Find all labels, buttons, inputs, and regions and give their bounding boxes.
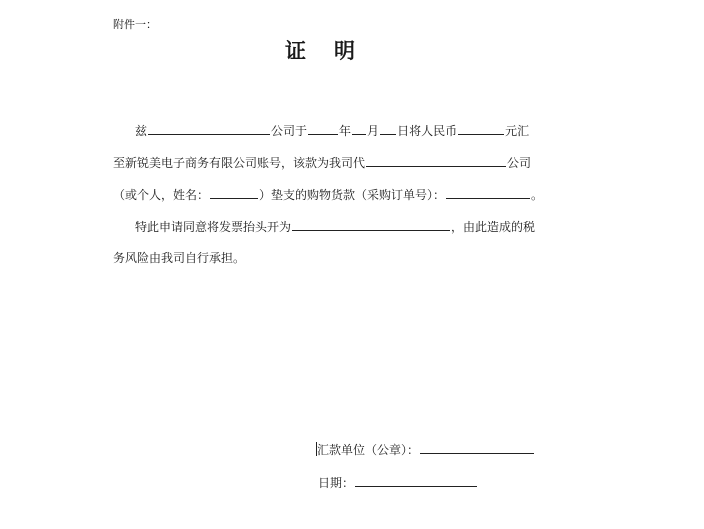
body-line-1	[113, 122, 529, 139]
purchase-order-blank[interactable]	[446, 186, 530, 199]
account-statement: 至新锐美电子商务有限公司账号，该款为我司代	[113, 156, 366, 170]
body-line-3	[113, 186, 543, 203]
remitter-seal-label: 汇款单位（公章）：	[317, 443, 420, 457]
company-name-blank[interactable]	[148, 122, 270, 135]
body-line-5	[113, 250, 245, 266]
date-label: 日期：	[318, 476, 355, 490]
individual-name-blank[interactable]	[210, 186, 258, 199]
tax-risk-statement: 务风险由我司自行承担。	[113, 251, 246, 265]
document-title	[285, 38, 355, 64]
currency-label: 元汇	[505, 124, 530, 138]
date-blank[interactable]	[355, 474, 477, 487]
annex-label: 附件一：	[113, 18, 157, 31]
intro-word: 兹	[135, 124, 148, 138]
company-suffix: 公司于	[271, 124, 308, 138]
payer-company-blank[interactable]	[366, 154, 506, 167]
date-row	[318, 474, 478, 491]
invoice-title-label: 特此申请同意将发票抬头开为	[135, 220, 292, 234]
invoice-title-blank[interactable]	[292, 218, 450, 231]
payer-company-suffix: 公司	[507, 156, 532, 170]
tax-risk-lead: ，由此造成的税	[451, 220, 536, 234]
title-char-2: 明	[334, 38, 355, 63]
body-line-2	[113, 154, 531, 171]
amount-blank[interactable]	[458, 122, 504, 135]
year-blank[interactable]	[308, 122, 338, 135]
body-line-4	[113, 218, 535, 235]
day-blank[interactable]	[380, 122, 396, 135]
remitter-seal-blank[interactable]	[420, 441, 534, 454]
remitter-seal-row	[316, 441, 535, 458]
line3-period: 。	[531, 188, 544, 202]
month-blank[interactable]	[352, 122, 366, 135]
year-label: 年	[339, 124, 352, 138]
purchase-order-label: ）垫支的购物货款（采购订单号）：	[259, 188, 446, 202]
month-label: 月	[367, 124, 380, 138]
individual-name-label: （或个人，姓名：	[113, 188, 210, 202]
day-amount-label: 日将人民币	[397, 124, 458, 138]
title-char-1: 证	[285, 38, 306, 63]
